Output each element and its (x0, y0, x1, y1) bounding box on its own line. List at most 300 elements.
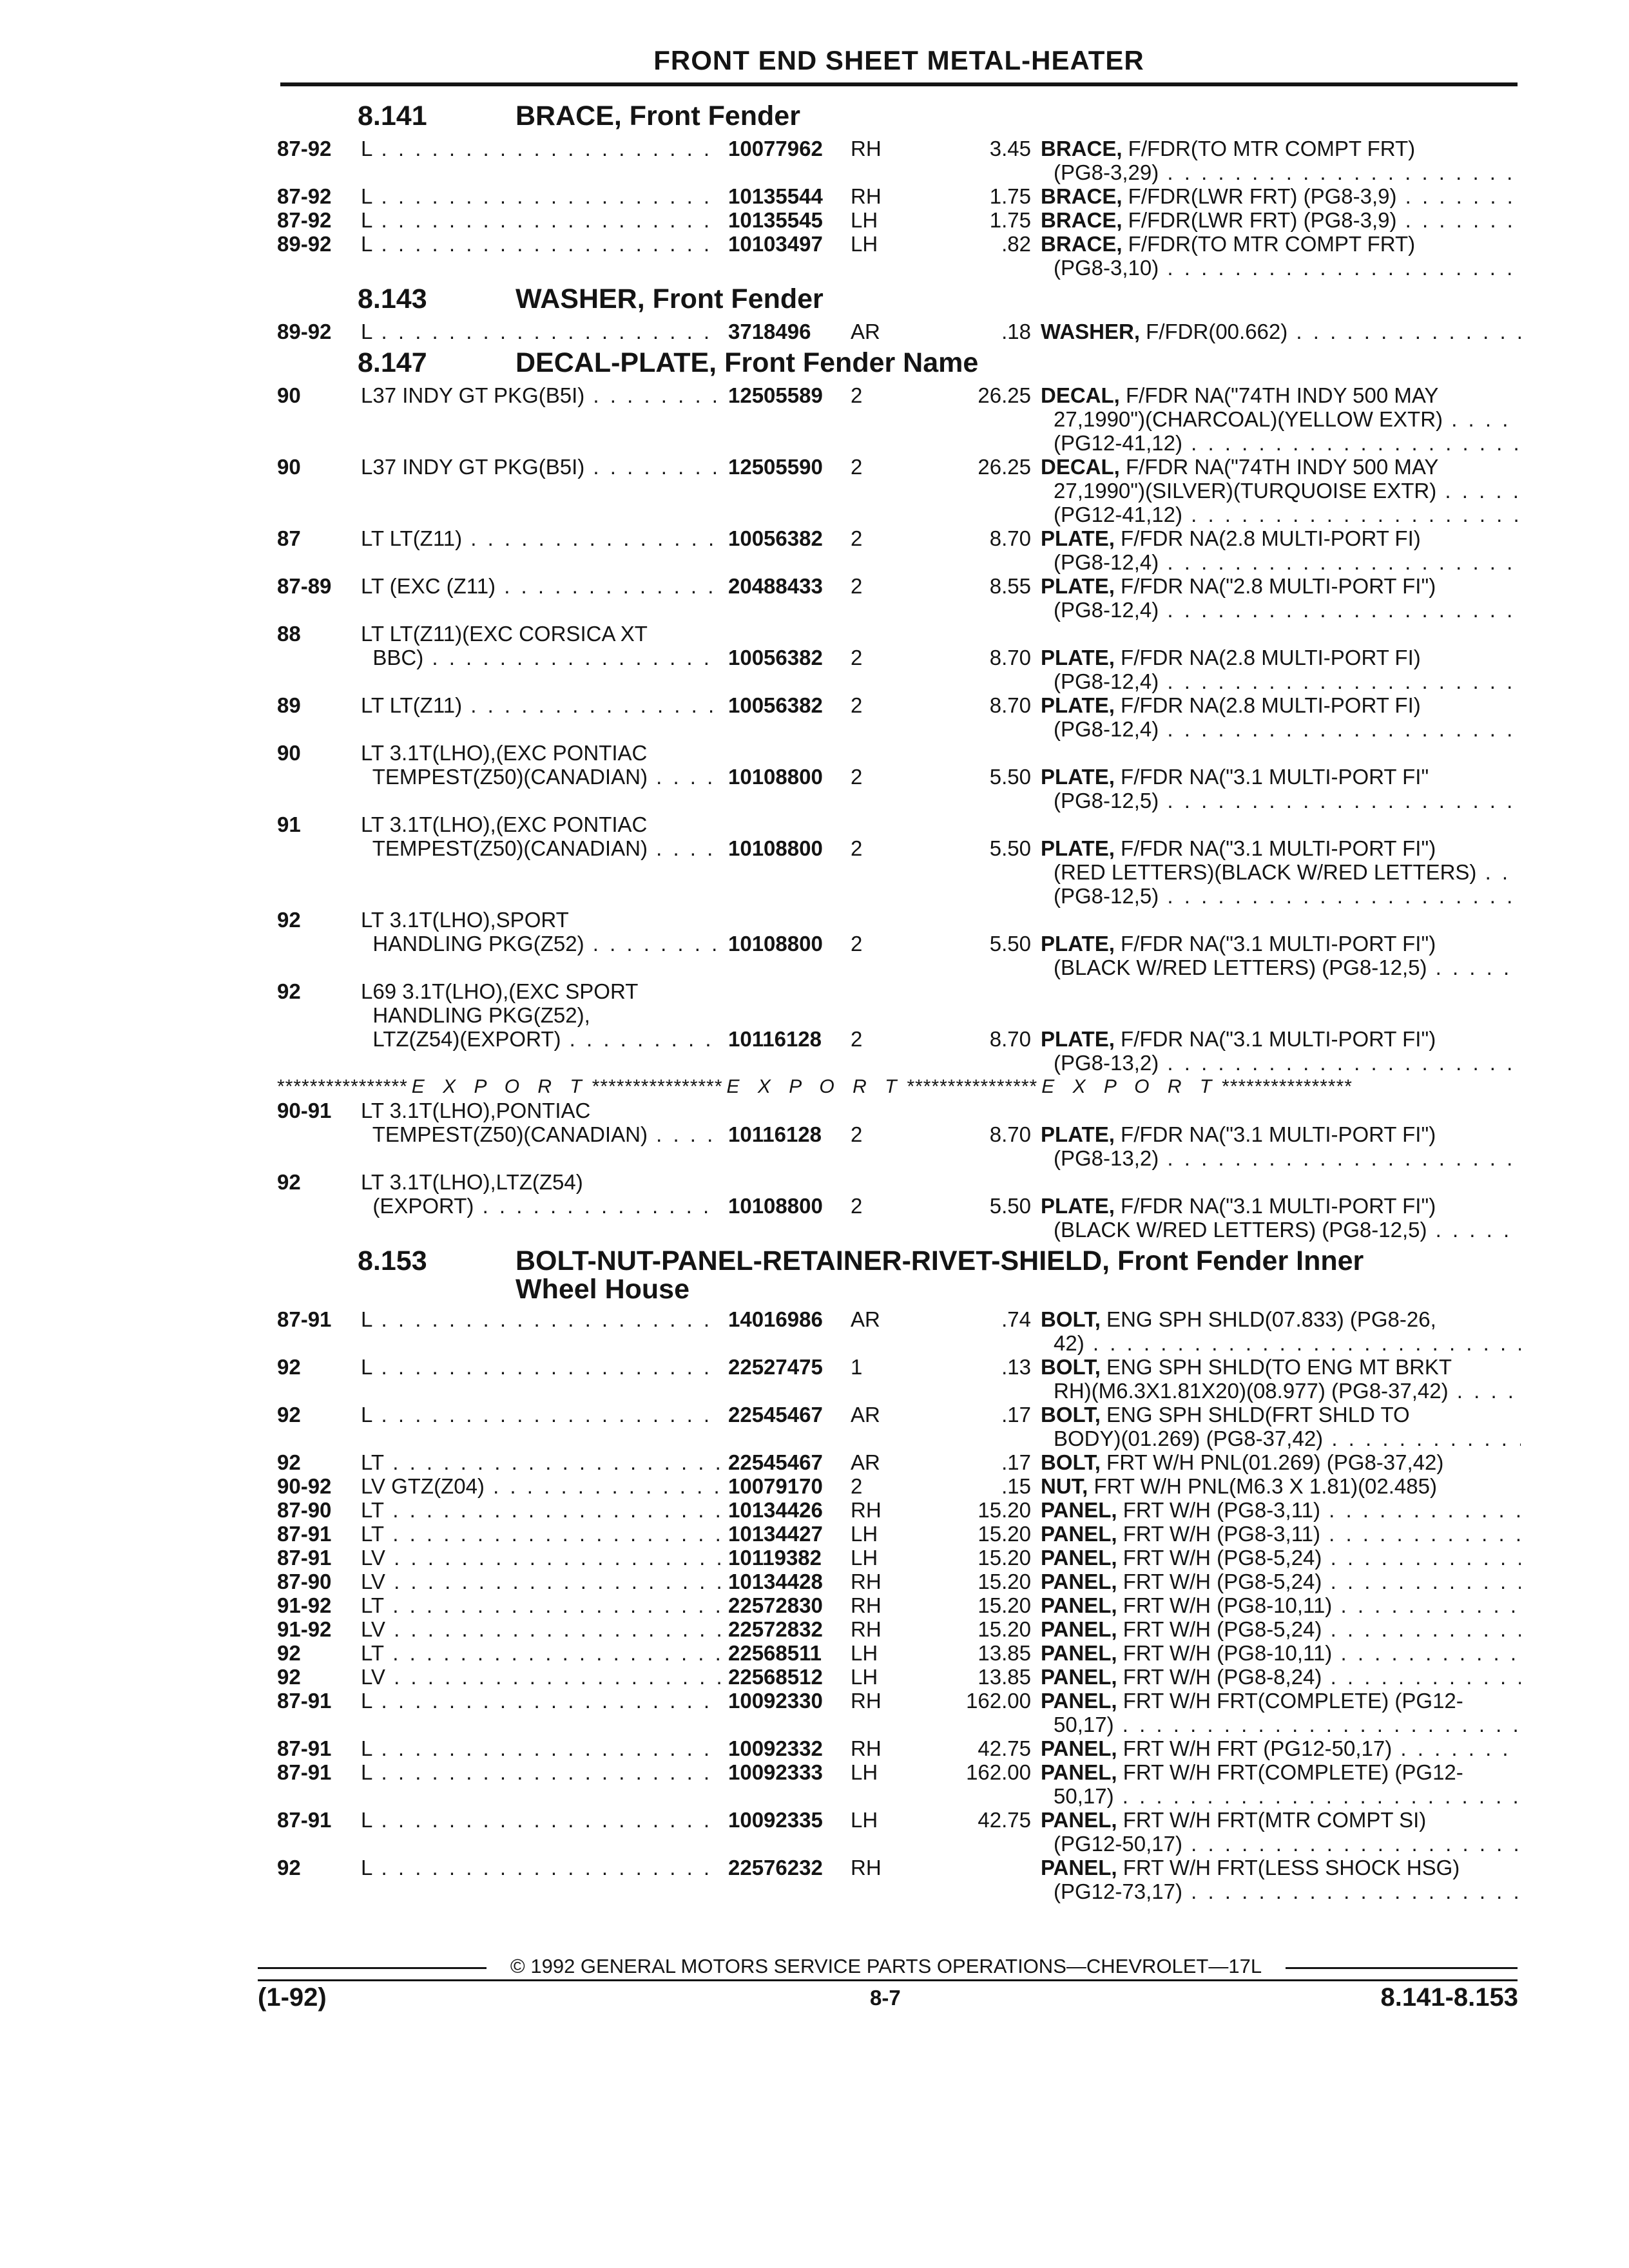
parts-list (277, 97, 1521, 1903)
part-name: BRACE, (1041, 137, 1123, 160)
quantity: LH (851, 1546, 878, 1570)
description-continuation (277, 256, 1521, 280)
part-detail: FRT W/H FRT(COMPLETE) (PG12- (1117, 1760, 1463, 1784)
model-years: 87-90 (277, 1498, 332, 1522)
section-heading (277, 1245, 1521, 1307)
part-row (277, 1170, 1521, 1194)
quantity: RH (851, 1689, 882, 1713)
model-years: 90 (277, 741, 301, 765)
part-name: WASHER, (1041, 320, 1141, 343)
part-row (277, 1808, 1521, 1832)
quantity: AR (851, 1307, 880, 1331)
part-row (277, 1570, 1521, 1593)
part-name: PANEL, (1041, 1498, 1117, 1522)
part-name: PLATE, (1041, 526, 1115, 550)
part-description-cont: (BLACK W/RED LETTERS) (PG8-12,5) . . . (1054, 956, 1521, 979)
model-years: 87-91 (277, 1736, 332, 1760)
part-number: 10116128 (722, 1122, 863, 1146)
section-number: 8.147 (358, 347, 427, 378)
model-years: 87-89 (277, 574, 332, 598)
model-usage: LT (EXC (Z11) . . . (361, 574, 789, 598)
model-usage: HANDLING PKG(Z52), (361, 1003, 590, 1027)
part-name: PLATE, (1041, 836, 1115, 860)
export-label: E X P O R T (726, 1076, 903, 1097)
section-title: DECAL-PLATE, Front Fender Name (516, 347, 979, 378)
section-number: 8.153 (358, 1245, 427, 1276)
model-years: 87-91 (277, 1522, 332, 1546)
model-years: 92 (277, 1450, 301, 1474)
part-row (277, 320, 1521, 343)
part-number: 10092333 (722, 1760, 863, 1784)
section-heading (277, 347, 1521, 383)
quantity: 2 (851, 693, 863, 717)
part-description-cont: (PG8-3,10) . . . (1054, 256, 1521, 280)
quantity: RH (851, 1736, 882, 1760)
quantity: RH (851, 184, 882, 208)
section-title: BOLT-NUT-PANEL-RETAINER-RIVET-SHIELD, Front Fender Inner (516, 1245, 1364, 1276)
quantity: 2 (851, 1027, 863, 1051)
model-usage: LV . . . (361, 1546, 789, 1570)
part-detail: F/FDR(00.662) (1140, 320, 1288, 343)
part-description-cont: (PG12-50,17) . . . (1054, 1832, 1521, 1856)
part-number: 10108800 (722, 765, 863, 789)
part-row (277, 232, 1521, 256)
part-number: 12505589 (722, 383, 863, 407)
description-continuation (277, 1879, 1521, 1903)
list-price: .18 (1001, 320, 1031, 343)
part-description (1041, 383, 1521, 407)
part-description-cont: 42) . . . (1054, 1331, 1521, 1355)
description-continuation (277, 860, 1521, 884)
part-description (1041, 208, 1521, 232)
section-title-line2: Wheel House (516, 1274, 689, 1305)
part-row (277, 1736, 1521, 1760)
model-usage: LT . . . (361, 1498, 789, 1522)
part-name: PLATE, (1041, 574, 1115, 598)
list-price: 1.75 (989, 208, 1031, 232)
part-description-cont: 50,17) . . . (1054, 1784, 1521, 1808)
model-usage: LV . . . (361, 1617, 789, 1641)
part-description (1041, 1122, 1521, 1146)
part-name: PANEL, (1041, 1570, 1117, 1593)
description-continuation (277, 479, 1521, 503)
part-description (1041, 1570, 1521, 1593)
model-years: 87-92 (277, 208, 332, 232)
part-detail: FRT W/H (PG8-5,24) (1117, 1546, 1322, 1570)
model-years: 89 (277, 693, 301, 717)
model-years: 91-92 (277, 1593, 332, 1617)
part-description (1041, 1593, 1521, 1617)
model-usage: L . . . (361, 1355, 789, 1379)
list-price: .15 (1001, 1474, 1031, 1498)
quantity: 2 (851, 1194, 863, 1218)
description-continuation (277, 1784, 1521, 1808)
part-number: 14016986 (722, 1307, 863, 1331)
list-price: 15.20 (978, 1546, 1031, 1570)
part-detail: F/FDR NA("3.1 MULTI-PORT FI") (1114, 1122, 1436, 1146)
part-detail: F/FDR(TO MTR COMPT FRT) (1122, 232, 1416, 256)
model-usage: LT . . . (361, 1450, 789, 1474)
part-description (1041, 137, 1521, 160)
part-description (1041, 1194, 1521, 1218)
part-number: 10116128 (722, 1027, 863, 1051)
part-description-cont: (BLACK W/RED LETTERS) (PG8-12,5) . . . (1054, 1218, 1521, 1242)
part-name: PANEL, (1041, 1546, 1117, 1570)
list-price: 8.70 (989, 526, 1031, 550)
description-continuation (277, 550, 1521, 574)
part-row (277, 646, 1521, 669)
part-description-cont: (PG12-41,12) . . . (1054, 431, 1521, 455)
part-name: BOLT, (1041, 1450, 1101, 1474)
list-price: 8.70 (989, 693, 1031, 717)
footer-rule-right (1286, 1967, 1518, 1969)
model-usage: L . . . (361, 232, 789, 256)
part-detail: F/FDR NA(2.8 MULTI-PORT FI) (1114, 646, 1421, 669)
part-number: 10108800 (722, 1194, 863, 1218)
part-row (277, 1194, 1521, 1218)
quantity: 2 (851, 836, 863, 860)
model-years: 92 (277, 1641, 301, 1665)
part-row (277, 1856, 1521, 1879)
part-number: 10103497 (722, 232, 863, 256)
model-usage: LT . . . (361, 1593, 789, 1617)
part-detail: ENG SPH SHLD(FRT SHLD TO (1100, 1403, 1410, 1427)
model-usage: (EXPORT) . . . (361, 1194, 789, 1218)
part-description (1041, 836, 1521, 860)
quantity: LH (851, 232, 878, 256)
part-number: 22576232 (722, 1856, 863, 1879)
quantity: LH (851, 1760, 878, 1784)
quantity: 2 (851, 526, 863, 550)
part-number: 22572830 (722, 1593, 863, 1617)
quantity: 2 (851, 574, 863, 598)
part-number: 10056382 (722, 526, 863, 550)
list-price: 8.55 (989, 574, 1031, 598)
part-row (277, 137, 1521, 160)
part-row (277, 526, 1521, 550)
model-usage: L . . . (361, 1808, 789, 1832)
part-description-cont: (PG12-73,17) . . . (1054, 1879, 1521, 1903)
quantity: RH (851, 1617, 882, 1641)
part-row (277, 1617, 1521, 1641)
part-row (277, 1760, 1521, 1784)
part-number: 10134426 (722, 1498, 863, 1522)
section-title: BRACE, Front Fender (516, 101, 800, 131)
part-name: PLATE, (1041, 1027, 1115, 1051)
part-description-cont: (PG8-12,4) . . . (1054, 669, 1521, 693)
quantity: 2 (851, 646, 863, 669)
part-detail: F/FDR NA("2.8 MULTI-PORT FI") (1114, 574, 1436, 598)
model-usage: L . . . (361, 184, 789, 208)
part-detail: F/FDR NA("3.1 MULTI-PORT FI") (1114, 836, 1436, 860)
list-price: 5.50 (989, 765, 1031, 789)
model-usage: TEMPEST(Z50)(CANADIAN) . . . (361, 836, 789, 860)
part-name: BOLT, (1041, 1355, 1101, 1379)
list-price: 5.50 (989, 1194, 1031, 1218)
quantity: LH (851, 1808, 878, 1832)
part-name: BRACE, (1041, 208, 1123, 232)
footer-copyright: © 1992 GENERAL MOTORS SERVICE PARTS OPERATIONS—CHEVROLET—17L (510, 1955, 1262, 1977)
description-continuation (277, 1427, 1521, 1450)
part-detail: F/FDR(LWR FRT) (PG8-3,9) (1122, 184, 1397, 208)
part-detail: FRT W/H (PG8-3,11) (1117, 1522, 1320, 1546)
model-usage: LT . . . (361, 1522, 789, 1546)
part-description-cont: (PG8-12,5) . . . (1054, 789, 1521, 812)
part-number: 10092330 (722, 1689, 863, 1713)
model-usage: LT LT(Z11) . . . (361, 526, 789, 550)
list-price: 26.25 (978, 383, 1031, 407)
part-detail: F/FDR NA("3.1 MULTI-PORT FI" (1114, 765, 1429, 789)
part-description (1041, 1689, 1521, 1713)
model-years: 90-91 (277, 1099, 332, 1122)
part-number: 10134428 (722, 1570, 863, 1593)
part-name: NUT, (1041, 1474, 1088, 1498)
part-description-cont: (PG8-3,29) . . . (1054, 160, 1521, 184)
part-detail: ENG SPH SHLD(TO ENG MT BRKT (1100, 1355, 1452, 1379)
part-row (277, 693, 1521, 717)
model-years: 92 (277, 1170, 301, 1194)
list-price: 15.20 (978, 1522, 1031, 1546)
part-row (277, 812, 1521, 836)
part-description-cont: (PG8-12,5) . . . (1054, 884, 1521, 908)
part-row (277, 1522, 1521, 1546)
part-description (1041, 455, 1521, 479)
part-detail: F/FDR NA(2.8 MULTI-PORT FI) (1114, 526, 1421, 550)
list-price: 13.85 (978, 1641, 1031, 1665)
description-continuation (277, 407, 1521, 431)
quantity: 2 (851, 932, 863, 956)
model-usage: LT 3.1T(LHO),(EXC PONTIAC (361, 741, 648, 765)
model-usage: L69 3.1T(LHO),(EXC SPORT (361, 979, 639, 1003)
section-number: 8.143 (358, 284, 427, 314)
part-description (1041, 184, 1521, 208)
model-years: 92 (277, 979, 301, 1003)
description-continuation (277, 956, 1521, 979)
part-description (1041, 1641, 1521, 1665)
part-name: PLATE, (1041, 932, 1115, 956)
part-detail: F/FDR NA("3.1 MULTI-PORT FI") (1114, 1027, 1436, 1051)
model-years: 87-92 (277, 137, 332, 160)
quantity: LH (851, 1522, 878, 1546)
model-usage: LT LT(Z11) . . . (361, 693, 789, 717)
part-description (1041, 1546, 1521, 1570)
part-row (277, 979, 1521, 1003)
part-row (277, 622, 1521, 646)
part-description-cont: (PG8-12,4) . . . (1054, 550, 1521, 574)
description-continuation (277, 789, 1521, 812)
part-row (277, 1474, 1521, 1498)
part-name: PANEL, (1041, 1856, 1117, 1879)
part-description-cont: 50,17) . . . (1054, 1713, 1521, 1736)
quantity: 2 (851, 383, 863, 407)
part-number: 10056382 (722, 646, 863, 669)
footer-rule (258, 1979, 1518, 1981)
section-number: 8.141 (358, 101, 427, 131)
part-row (277, 1593, 1521, 1617)
part-row (277, 908, 1521, 932)
description-continuation (277, 884, 1521, 908)
model-years: 89-92 (277, 320, 332, 343)
model-usage: LT 3.1T(LHO),PONTIAC (361, 1099, 591, 1122)
description-continuation (277, 598, 1521, 622)
footer-rule-left (258, 1967, 487, 1969)
footer-section-range: 8.141-8.153 (1380, 1983, 1518, 2012)
part-number: 10119382 (722, 1546, 863, 1570)
part-number: 10077962 (722, 137, 863, 160)
part-name: PLATE, (1041, 1194, 1115, 1218)
part-detail: FRT W/H PNL(01.269) (PG8-37,42) (1100, 1450, 1444, 1474)
part-description-cont: (PG12-41,12) . . . (1054, 503, 1521, 526)
part-row (277, 1498, 1521, 1522)
model-years: 91 (277, 812, 301, 836)
part-description (1041, 646, 1521, 669)
part-number: 22527475 (722, 1355, 863, 1379)
part-detail: F/FDR NA(2.8 MULTI-PORT FI) (1114, 693, 1421, 717)
part-detail: F/FDR NA("74TH INDY 500 MAY (1119, 383, 1439, 407)
part-row (277, 1450, 1521, 1474)
part-description-cont: BODY)(01.269) (PG8-37,42) . . . (1054, 1427, 1521, 1450)
part-detail: FRT W/H FRT(COMPLETE) (PG12- (1117, 1689, 1463, 1713)
part-description (1041, 1403, 1521, 1427)
model-usage: L . . . (361, 137, 789, 160)
list-price: 26.25 (978, 455, 1031, 479)
part-number: 10079170 (722, 1474, 863, 1498)
quantity: RH (851, 1856, 882, 1879)
part-number: 22568511 (722, 1641, 863, 1665)
model-usage: L . . . (361, 1689, 789, 1713)
part-row (277, 1099, 1521, 1122)
list-price: 162.00 (966, 1689, 1031, 1713)
list-price: 8.70 (989, 1122, 1031, 1146)
model-usage: L . . . (361, 1403, 789, 1427)
model-usage: L . . . (361, 1856, 789, 1879)
part-number: 10108800 (722, 932, 863, 956)
model-years: 92 (277, 908, 301, 932)
part-description-cont: (RED LETTERS)(BLACK W/RED LETTERS) . . . (1054, 860, 1521, 884)
part-description (1041, 1736, 1521, 1760)
header-rule (280, 82, 1518, 86)
part-number: 12505590 (722, 455, 863, 479)
part-description (1041, 1617, 1521, 1641)
model-years: 87-91 (277, 1808, 332, 1832)
part-number: 10134427 (722, 1522, 863, 1546)
part-detail: FRT W/H FRT(LESS SHOCK HSG) (1117, 1856, 1460, 1879)
part-name: PANEL, (1041, 1760, 1117, 1784)
description-continuation (277, 431, 1521, 455)
model-usage: LT 3.1T(LHO),SPORT (361, 908, 569, 932)
part-row (277, 1665, 1521, 1689)
part-detail: FRT W/H (PG8-10,11) (1117, 1641, 1333, 1665)
part-detail: FRT W/H (PG8-8,24) (1117, 1665, 1322, 1689)
part-description (1041, 765, 1521, 789)
model-usage: LT 3.1T(LHO),LTZ(Z54) (361, 1170, 583, 1194)
model-usage: TEMPEST(Z50)(CANADIAN) . . . (361, 765, 789, 789)
list-price: 15.20 (978, 1617, 1031, 1641)
part-description-cont: (PG8-12,4) . . . (1054, 717, 1521, 741)
part-row (277, 1546, 1521, 1570)
model-usage: BBC) . . . (361, 646, 789, 669)
part-number: 10092332 (722, 1736, 863, 1760)
model-years: 90 (277, 455, 301, 479)
list-price: 15.20 (978, 1593, 1031, 1617)
section-heading (277, 284, 1521, 320)
part-description-cont: (PG8-13,2) . . . (1054, 1051, 1521, 1075)
part-description (1041, 1027, 1521, 1051)
section-heading (277, 101, 1521, 137)
model-usage: L37 INDY GT PKG(B5I) . . . (361, 383, 789, 407)
part-description (1041, 1856, 1521, 1879)
part-name: BOLT, (1041, 1403, 1101, 1427)
model-usage: LV GTZ(Z04) . . . (361, 1474, 789, 1498)
part-description-cont: 27,1990")(CHARCOAL)(YELLOW EXTR) . . . (1054, 407, 1521, 431)
list-price: .82 (1001, 232, 1031, 256)
part-number: 22545467 (722, 1403, 863, 1427)
part-row (277, 1641, 1521, 1665)
quantity: LH (851, 1665, 878, 1689)
description-continuation (277, 1051, 1521, 1075)
part-description (1041, 574, 1521, 598)
model-years: 90-92 (277, 1474, 332, 1498)
part-detail: FRT W/H FRT(MTR COMPT SI) (1117, 1808, 1427, 1832)
export-label: E X P O R T (1041, 1076, 1219, 1097)
quantity: 1 (851, 1355, 863, 1379)
part-row (277, 1689, 1521, 1713)
list-price: 3.45 (989, 137, 1031, 160)
part-name: PANEL, (1041, 1736, 1117, 1760)
part-name: PANEL, (1041, 1665, 1117, 1689)
model-years: 91-92 (277, 1617, 332, 1641)
quantity: 2 (851, 455, 863, 479)
list-price: 42.75 (978, 1808, 1031, 1832)
quantity: RH (851, 137, 882, 160)
part-number: 3718496 (722, 320, 863, 343)
part-name: BRACE, (1041, 232, 1123, 256)
list-price: 8.70 (989, 646, 1031, 669)
part-number: 10135545 (722, 208, 863, 232)
part-description-cont: (PG8-12,4) . . . (1054, 598, 1521, 622)
list-price: .17 (1001, 1450, 1031, 1474)
model-usage: LTZ(Z54)(EXPORT) . . . (361, 1027, 789, 1051)
list-price: 42.75 (978, 1736, 1031, 1760)
model-usage: L . . . (361, 1307, 789, 1331)
description-continuation (277, 1331, 1521, 1355)
part-description (1041, 1760, 1521, 1784)
list-price: 15.20 (978, 1498, 1031, 1522)
export-divider: **************** E X P O R T **************** E X P O R T **************** E X P O R T **************** (277, 1076, 1353, 1097)
part-detail: ENG SPH SHLD(07.833) (PG8-26, (1100, 1307, 1436, 1331)
part-detail: FRT W/H PNL(M6.3 X 1.81)(02.485) (1088, 1474, 1437, 1498)
part-detail: F/FDR(TO MTR COMPT FRT) (1122, 137, 1416, 160)
part-detail: FRT W/H FRT (PG12-50,17) (1117, 1736, 1393, 1760)
part-number: 22572832 (722, 1617, 863, 1641)
model-years: 87-91 (277, 1689, 332, 1713)
part-detail: FRT W/H (PG8-5,24) (1117, 1617, 1322, 1641)
list-price: .17 (1001, 1403, 1031, 1427)
part-number: 10092335 (722, 1808, 863, 1832)
part-number: 22568512 (722, 1665, 863, 1689)
model-usage: L . . . (361, 208, 789, 232)
part-detail: F/FDR(LWR FRT) (PG8-3,9) (1122, 208, 1397, 232)
quantity: RH (851, 1570, 882, 1593)
description-continuation (277, 1146, 1521, 1170)
quantity: LH (851, 1641, 878, 1665)
section-title: WASHER, Front Fender (516, 284, 824, 314)
part-name: PLATE, (1041, 646, 1115, 669)
part-row (277, 208, 1521, 232)
model-usage: L . . . (361, 320, 789, 343)
list-price: 8.70 (989, 1027, 1031, 1051)
part-description-cont: RH)(M6.3X1.81X20)(08.977) (PG8-37,42) . . . (1054, 1379, 1521, 1403)
